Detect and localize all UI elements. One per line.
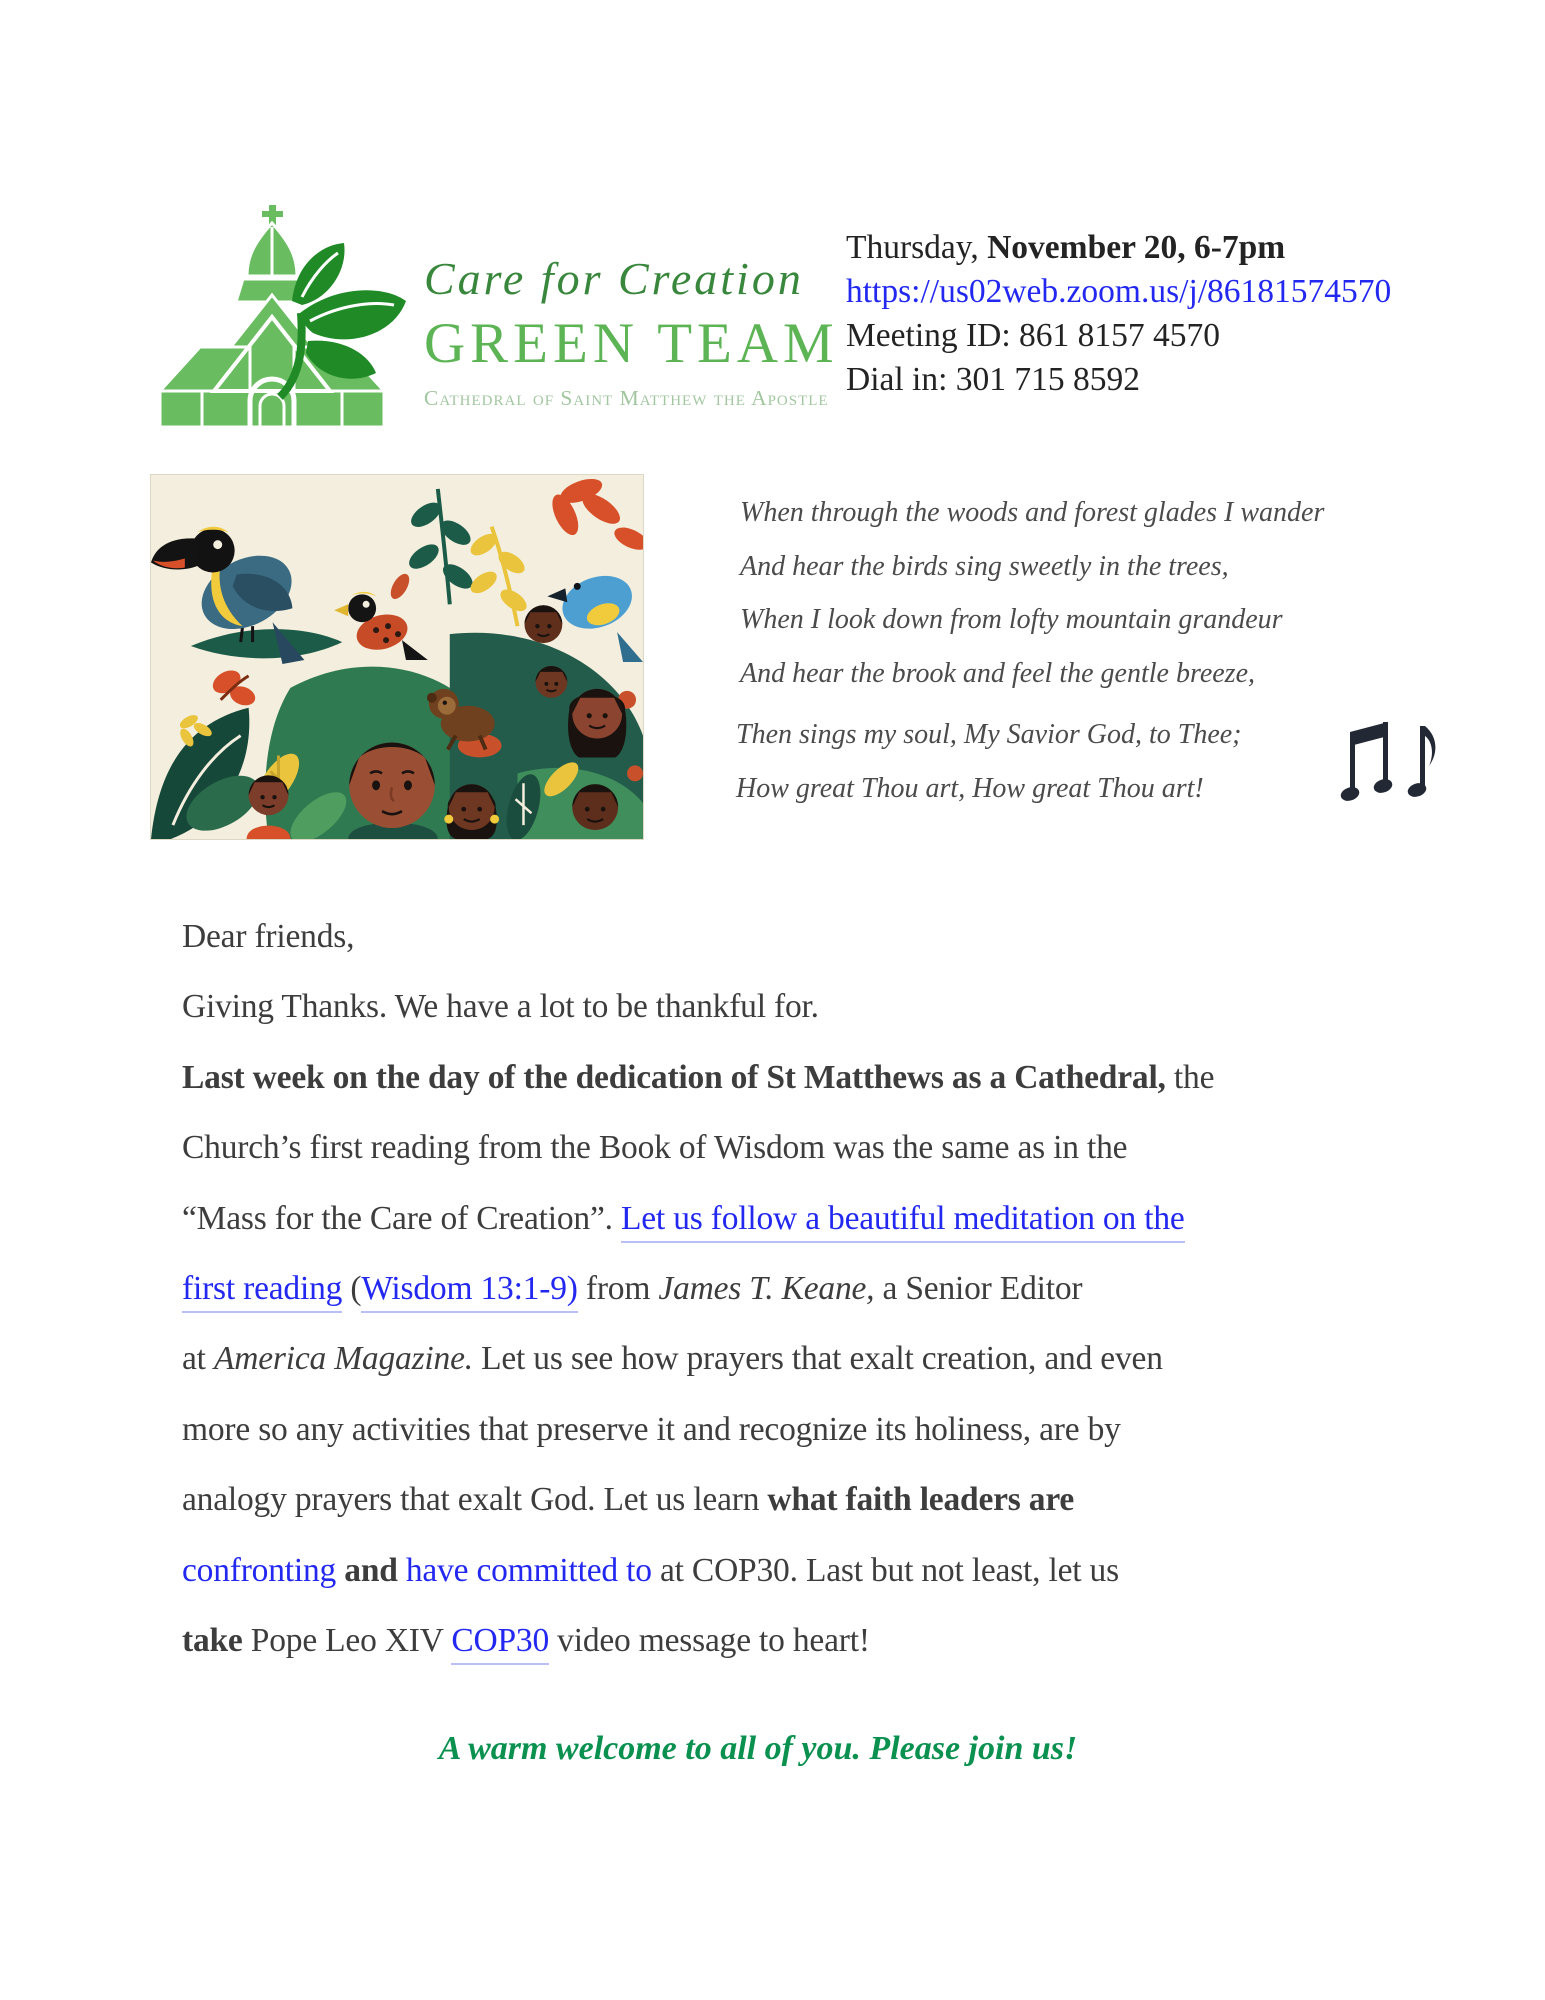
musical-notes-icon [1336, 712, 1436, 820]
hymn-stanza-2 [736, 708, 1242, 815]
text-segment: at [182, 1340, 214, 1378]
inline-link[interactable]: first reading [182, 1270, 342, 1313]
nature-illustration [150, 474, 644, 840]
text-segment: Church’s first reading from the Book of Wisdom was the same as in the [182, 1129, 1128, 1167]
logo-subtitle: Cathedral of Saint Matthew the Apostle [424, 386, 829, 410]
text-segment: ( [342, 1270, 362, 1308]
hymn-line: When through the woods and forest glades I wander [740, 497, 1325, 528]
text-segment: James T. Keane, [658, 1270, 875, 1308]
meeting-line [846, 226, 1391, 270]
letter-line [182, 1465, 1462, 1535]
text-segment: Let us see how prayers that exalt creation, and even [472, 1340, 1163, 1378]
inline-link[interactable]: https://us02web.zoom.us/j/86181574570 [846, 273, 1392, 310]
text-segment: November 20, 6-7pm [987, 229, 1286, 266]
church-logo-svg [150, 203, 412, 429]
text-segment: what faith leaders are [767, 1481, 1075, 1519]
letter-line [182, 1536, 1462, 1606]
church-with-leaves-logo-icon [150, 203, 412, 429]
hymn-line: When I look down from lofty mountain grandeur [740, 604, 1283, 635]
inline-link[interactable]: Wisdom 13:1-9) [361, 1270, 577, 1313]
letter-line [182, 1324, 1462, 1394]
hymn-line: How great Thou art, How great Thou art! [736, 772, 1204, 804]
inline-link[interactable]: Let us follow a beautiful meditation on the [621, 1200, 1185, 1243]
musical-notes-svg [1336, 712, 1436, 820]
text-segment: Dear friends, [182, 918, 355, 955]
text-segment: the [1165, 1058, 1215, 1096]
hymn-line: And hear the brook and feel the gentle breeze, [740, 657, 1255, 689]
hymn-line: Then sings my soul, My Savior God, to Thee; [736, 719, 1242, 750]
text-segment: Dial in: 301 715 8592 [846, 361, 1141, 398]
text-segment: America Magazine. [213, 1340, 473, 1378]
letter-line [182, 1184, 1462, 1254]
text-segment: more so any activities that preserve it and recognize its holiness, are by [182, 1410, 1121, 1448]
inline-link[interactable]: have committed to [405, 1551, 652, 1589]
letter-line [182, 972, 1462, 1042]
hymn-stanza-1 [740, 486, 1324, 700]
letter-body [182, 902, 1462, 1676]
text-segment: Thursday, [846, 229, 988, 266]
letter-line [182, 902, 1462, 972]
text-segment: Pope Leo XIV [242, 1622, 452, 1660]
nature-illustration-svg [151, 475, 643, 839]
text-segment: Giving Thanks. We have a lot to be thankful for. [182, 988, 819, 1026]
text-segment: from [577, 1270, 659, 1308]
letter-line [182, 1254, 1462, 1324]
text-segment: a Senior Editor [874, 1270, 1083, 1308]
meeting-line [846, 270, 1391, 314]
letter-line [182, 1113, 1462, 1183]
text-segment: at COP30. Last but not least, let us [651, 1551, 1119, 1589]
text-segment: analogy prayers that exalt God. Let us learn [182, 1481, 768, 1519]
logo-text-block [424, 252, 844, 411]
text-segment: Meeting ID: 861 8157 4570 [846, 317, 1221, 354]
letter-line [182, 1606, 1462, 1676]
letter-line [182, 1395, 1462, 1465]
logo-script-text: Care for Creation [424, 253, 804, 304]
text-segment: take [182, 1622, 243, 1660]
text-segment: and [336, 1551, 406, 1589]
logo-team-text: GREEN TEAM [424, 312, 839, 375]
text-segment: “Mass for the Care of Creation”. [182, 1199, 621, 1237]
text-segment: Last week on the day of the dedication of St Matthews as a Cathedral, [182, 1058, 1166, 1096]
letter-line [182, 1043, 1462, 1113]
inline-link[interactable]: COP30 [451, 1622, 549, 1665]
closing-message: A warm welcome to all of you. Please join us! [438, 1730, 1078, 1767]
meeting-info [846, 226, 1391, 402]
text-segment: video message to heart! [549, 1622, 870, 1660]
inline-link[interactable]: confronting [182, 1551, 337, 1589]
meeting-line [846, 358, 1391, 402]
hymn-line: And hear the birds sing sweetly in the trees, [740, 550, 1229, 582]
meeting-line [846, 314, 1391, 358]
